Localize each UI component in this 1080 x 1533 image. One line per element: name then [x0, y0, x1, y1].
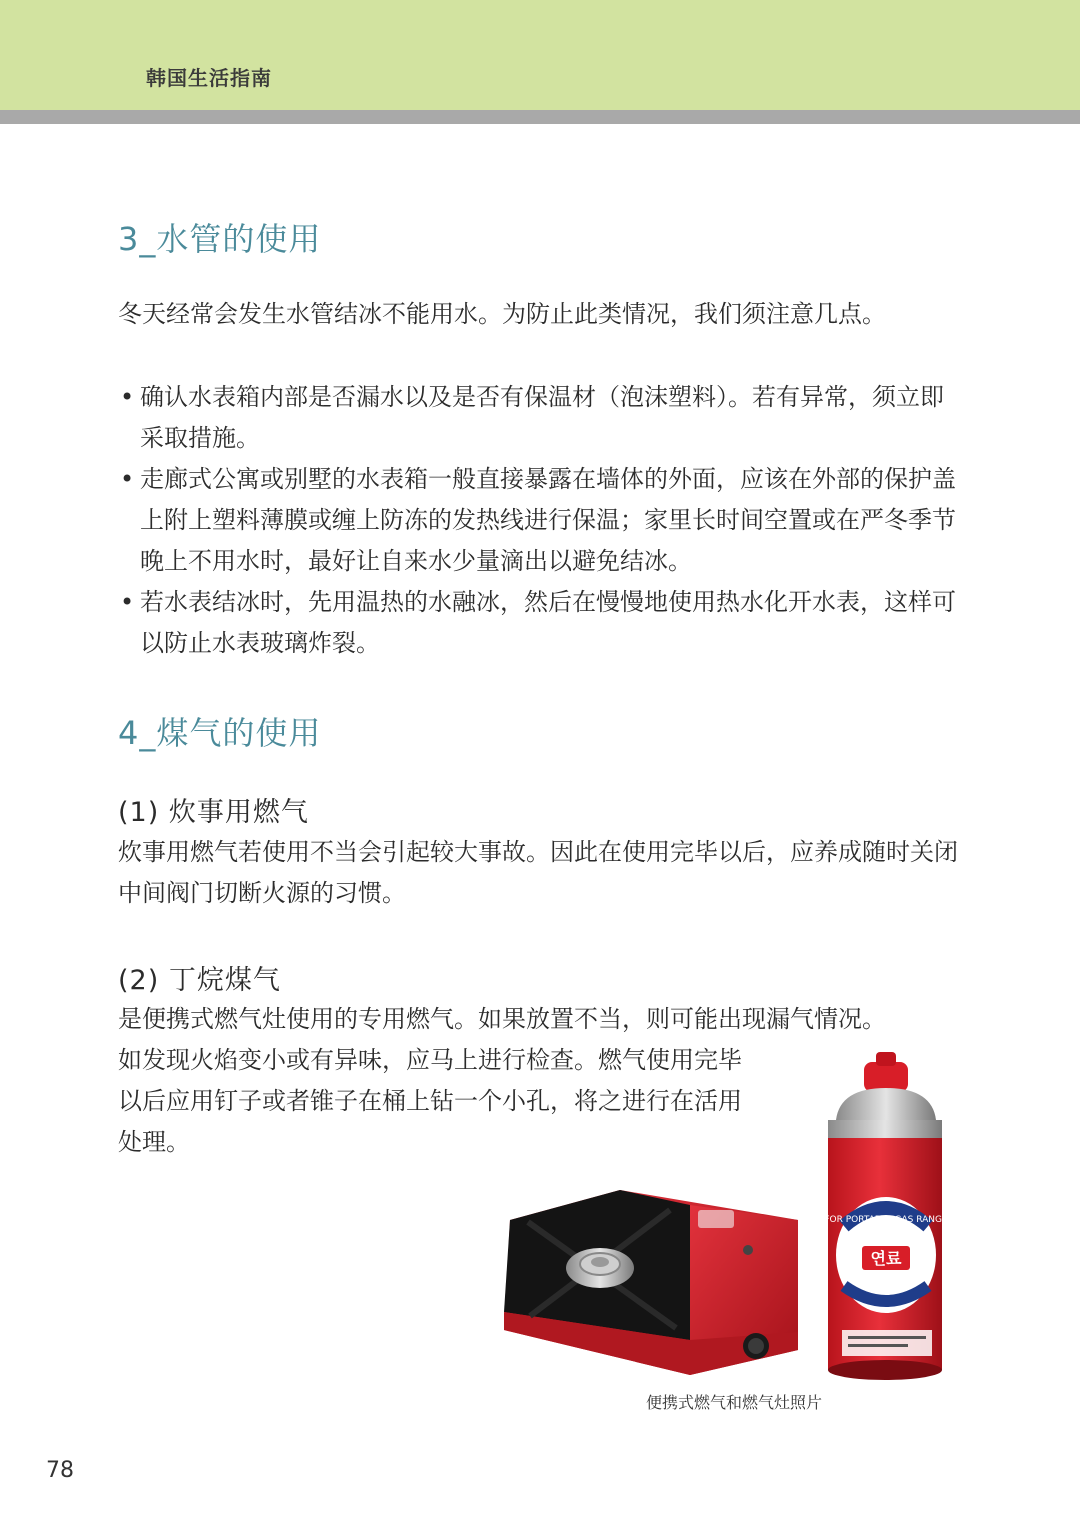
bullet-item: • 走廊式公寓或别墅的水表箱一般直接暴露在墙体的外面，应该在外部的保护盖上附上塑料薄膜或缠上防冻的发热线进行保温；家里长时间空置或在严冬季节晚上不用水时，最好让自来水少量滴出以避免结冰。 — [120, 465, 956, 575]
gas-stove-and-canister-photo — [500, 1050, 950, 1390]
section3-bullet-list — [118, 377, 958, 664]
butane-text-line2: 如发现火焰变小或有异味，应马上进行检查。燃气使用完毕 — [118, 1046, 742, 1074]
subheading-cooking-gas: (1) 炊事用燃气 — [118, 797, 309, 828]
subheading-butane-gas: (2) 丁烷煤气 — [118, 965, 281, 996]
figure-caption: 便携式燃气和燃气灶照片 — [646, 1393, 823, 1412]
butane-text-line3: 以后应用钉子或者锥子在桶上钻一个小孔，将之进行在活用 — [118, 1087, 742, 1115]
portable-stove — [504, 1190, 798, 1375]
page-number: 78 — [46, 1458, 74, 1483]
canister-korean-label: 연료 — [870, 1249, 902, 1268]
section3-intro: 冬天经常会发生水管结冰不能用水。为防止此类情况，我们须注意几点。 — [118, 300, 886, 328]
butane-text-line4: 处理。 — [118, 1128, 190, 1156]
bullet-text: 走廊式公寓或别墅的水表箱一般直接暴露在墙体的外面，应该在外部的保护盖上附上塑料薄膜或缠上防冻的发热线进行保温；家里长时间空置或在严冬季节晚上不用水时，最好让自来水少量滴出以避免结冰。 — [140, 465, 956, 575]
canister-label-text: FOR PORTABLE GAS RANGE — [824, 1215, 948, 1225]
cooking-gas-text: 炊事用燃气若使用不当会引起较大事故。因此在使用完毕以后，应养成随时关闭中间阀门切断火源的习惯。 — [118, 838, 958, 907]
bullet-text: 若水表结冰时，先用温热的水融冰，然后在慢慢地使用热水化开水表，这样可以防止水表玻璃炸裂。 — [140, 588, 956, 657]
bullet-item: • 若水表结冰时，先用温热的水融冰，然后在慢慢地使用热水化开水表，这样可以防止水表玻璃炸裂。 — [120, 588, 956, 657]
header-band — [0, 0, 1080, 110]
section-heading-gas: 4_煤气的使用 — [118, 714, 322, 752]
bullet-item: • 确认水表箱内部是否漏水以及是否有保温材（泡沫塑料）。若有异常，须立即采取措施。 — [120, 383, 944, 452]
header-rule — [0, 110, 1080, 124]
butane-text-line1: 是便携式燃气灶使用的专用燃气。如果放置不当，则可能出现漏气情况。 — [118, 1005, 886, 1033]
header-title: 韩国生活指南 — [146, 66, 272, 90]
section-heading-water-pipes: 3_水管的使用 — [118, 220, 322, 258]
bullet-text: 确认水表箱内部是否漏水以及是否有保温材（泡沫塑料）。若有异常，须立即采取措施。 — [140, 383, 944, 452]
butane-canister — [824, 1052, 948, 1380]
